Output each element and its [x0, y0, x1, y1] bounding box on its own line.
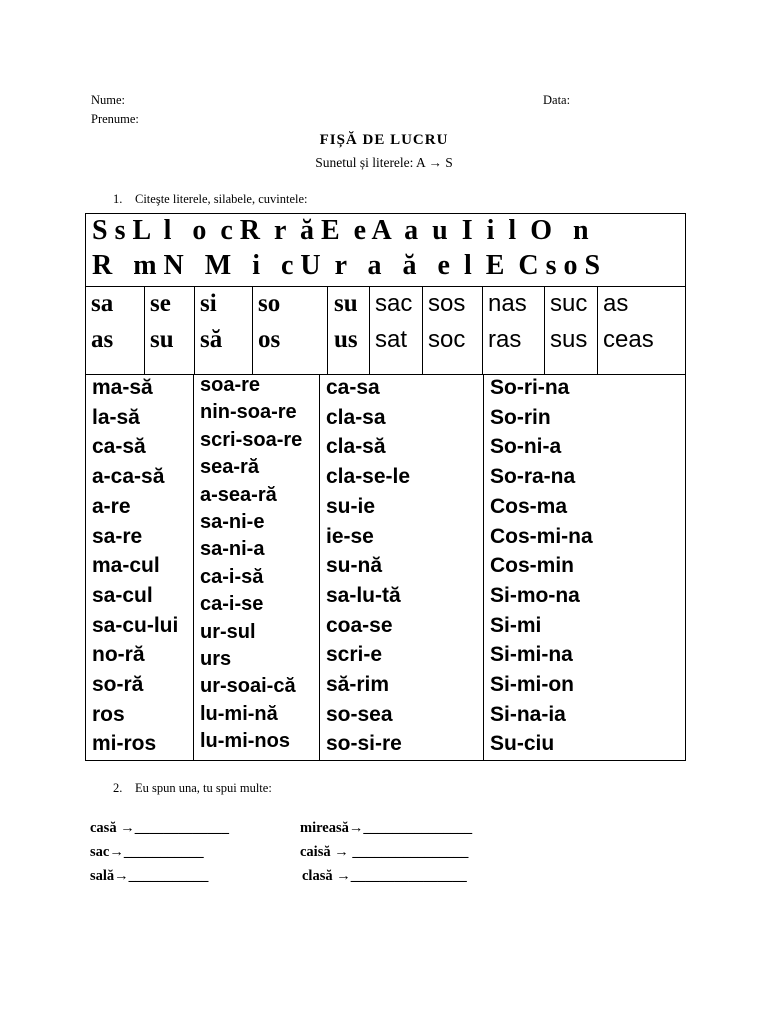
syllable-bottom: as: [91, 326, 114, 353]
syllable-top: sos: [428, 290, 466, 317]
page-subtitle: Sunetul și literele: A → S: [315, 155, 453, 170]
word-item: lu-mi-nos: [200, 730, 290, 753]
word-item: a-sea-ră: [200, 483, 277, 506]
word-item: lu-mi-nă: [200, 702, 278, 725]
page-title: FIȘĂ DE LUCRU: [319, 132, 449, 148]
task-2-instruction: [113, 781, 272, 796]
syllable-cell: [86, 286, 144, 374]
date-label: Data:: [543, 93, 571, 107]
reading-table: [85, 213, 686, 761]
word-item: a-re: [92, 494, 131, 518]
words-column-1: [86, 374, 193, 760]
syllable-bottom: sat: [375, 326, 408, 353]
word-item: no-ră: [92, 643, 145, 667]
letters-line-1: S s L l o c R r ă E e A a u I i l O n: [92, 215, 589, 246]
exercise-item: clasă →________________: [302, 868, 467, 884]
word-item: so-sea: [326, 702, 393, 726]
words-column-4: [483, 374, 685, 760]
word-item: Cos-mi-na: [490, 524, 593, 548]
syllable-top: nas: [488, 290, 527, 317]
task-1-text: Citeşte literele, silabele, cuvintele:: [135, 192, 308, 206]
words-row: [86, 374, 685, 760]
word-item: Si-na-ia: [490, 702, 566, 726]
word-item: la-să: [92, 405, 140, 429]
word-item: soa-re: [200, 374, 261, 396]
syllable-top: se: [150, 290, 171, 317]
syllable-cell: [327, 286, 369, 374]
word-item: ur-soai-că: [200, 675, 296, 698]
word-item: cla-sa: [326, 405, 386, 429]
word-item: So-ra-na: [490, 465, 576, 489]
word-item: sea-ră: [200, 456, 259, 479]
task-1-instruction: [113, 192, 308, 207]
syllable-cell: [194, 286, 252, 374]
exercise-item: sac→___________: [90, 844, 204, 860]
syllable-cell: [544, 286, 597, 374]
syllable-bottom: ras: [488, 326, 522, 353]
exercise-item: sală→___________: [90, 868, 209, 884]
word-item: Si-mo-na: [490, 583, 580, 607]
word-item: so-ră: [92, 673, 144, 696]
word-item: coa-se: [326, 613, 393, 637]
exercise-item: casă →_____________: [90, 820, 229, 836]
syllables-row: [86, 286, 685, 375]
syllable-top: si: [200, 290, 217, 317]
word-item: su-ie: [326, 494, 376, 518]
word-item: ca-i-se: [200, 593, 264, 616]
word-item: nin-soa-re: [200, 401, 297, 424]
word-item: cla-să: [326, 435, 386, 459]
word-item: ca-i-să: [200, 565, 264, 588]
syllable-top: sa: [91, 290, 114, 317]
word-item: ma-să: [92, 376, 153, 399]
word-item: Si-mi-na: [490, 643, 573, 667]
syllable-top: sac: [375, 290, 413, 317]
letters-line-2: R m N M i c U r a ă e l E C s o S: [92, 250, 601, 281]
words-column-2: [193, 374, 319, 760]
word-item: cla-se-le: [326, 465, 411, 489]
syllable-bottom: ceas: [603, 326, 654, 353]
syllable-bottom: soc: [428, 326, 466, 353]
word-item: să-rim: [326, 673, 390, 696]
syllable-cell: [422, 286, 482, 374]
syllable-cell: [369, 286, 422, 374]
word-item: Cos-ma: [490, 494, 568, 518]
syllable-bottom: us: [334, 326, 358, 353]
syllable-bottom: sus: [550, 326, 588, 353]
word-item: scri-soa-re: [200, 428, 303, 451]
surname-label: Prenume:: [91, 112, 139, 126]
word-item: sa-lu-tă: [326, 583, 401, 607]
word-item: Si-mi: [490, 613, 542, 637]
syllable-top: so: [258, 290, 281, 317]
syllable-cell: [252, 286, 327, 374]
word-item: ros: [92, 702, 125, 726]
word-item: ie-se: [326, 524, 374, 548]
task-1-number: 1.: [113, 192, 123, 206]
syllable-top: as: [603, 290, 629, 317]
letters-row: [86, 214, 685, 287]
task-2-number: 2.: [113, 781, 123, 795]
word-item: mi-ros: [92, 732, 157, 756]
exercise-item: mireasă→_______________: [300, 820, 473, 836]
syllable-top: suc: [550, 290, 588, 317]
word-item: Su-ciu: [490, 732, 555, 756]
word-item: Cos-min: [490, 554, 574, 578]
word-item: sa-cu-lui: [92, 613, 179, 637]
word-item: urs: [200, 648, 232, 670]
word-item: sa-re: [92, 524, 143, 548]
word-item: ur-sul: [200, 620, 256, 643]
syllable-bottom: să: [200, 326, 223, 353]
word-item: ma-cul: [92, 554, 160, 578]
syllable-top: su: [334, 290, 358, 317]
word-item: ca-să: [92, 435, 146, 459]
syllable-bottom: os: [258, 326, 281, 353]
word-item: sa-cul: [92, 583, 153, 607]
name-label: Nume:: [91, 93, 126, 107]
task-2-text: Eu spun una, tu spui multe:: [135, 781, 272, 795]
syllable-cell: [597, 286, 685, 374]
syllable-cell: [482, 286, 544, 374]
word-item: So-ni-a: [490, 435, 562, 459]
word-item: a-ca-să: [92, 465, 165, 489]
exercise-item: caisă → ________________: [300, 844, 469, 860]
word-item: Si-mi-on: [490, 673, 574, 696]
word-item: scri-e: [326, 643, 383, 667]
word-item: so-si-re: [326, 732, 402, 756]
word-item: So-rin: [490, 405, 551, 429]
word-item: su-nă: [326, 554, 383, 578]
syllable-bottom: su: [150, 326, 174, 353]
word-item: sa-ni-e: [200, 511, 265, 533]
word-item: So-ri-na: [490, 376, 570, 399]
words-column-3: [319, 374, 483, 760]
syllable-cell: [144, 286, 194, 374]
word-item: sa-ni-a: [200, 538, 265, 561]
word-item: ca-sa: [326, 376, 380, 399]
